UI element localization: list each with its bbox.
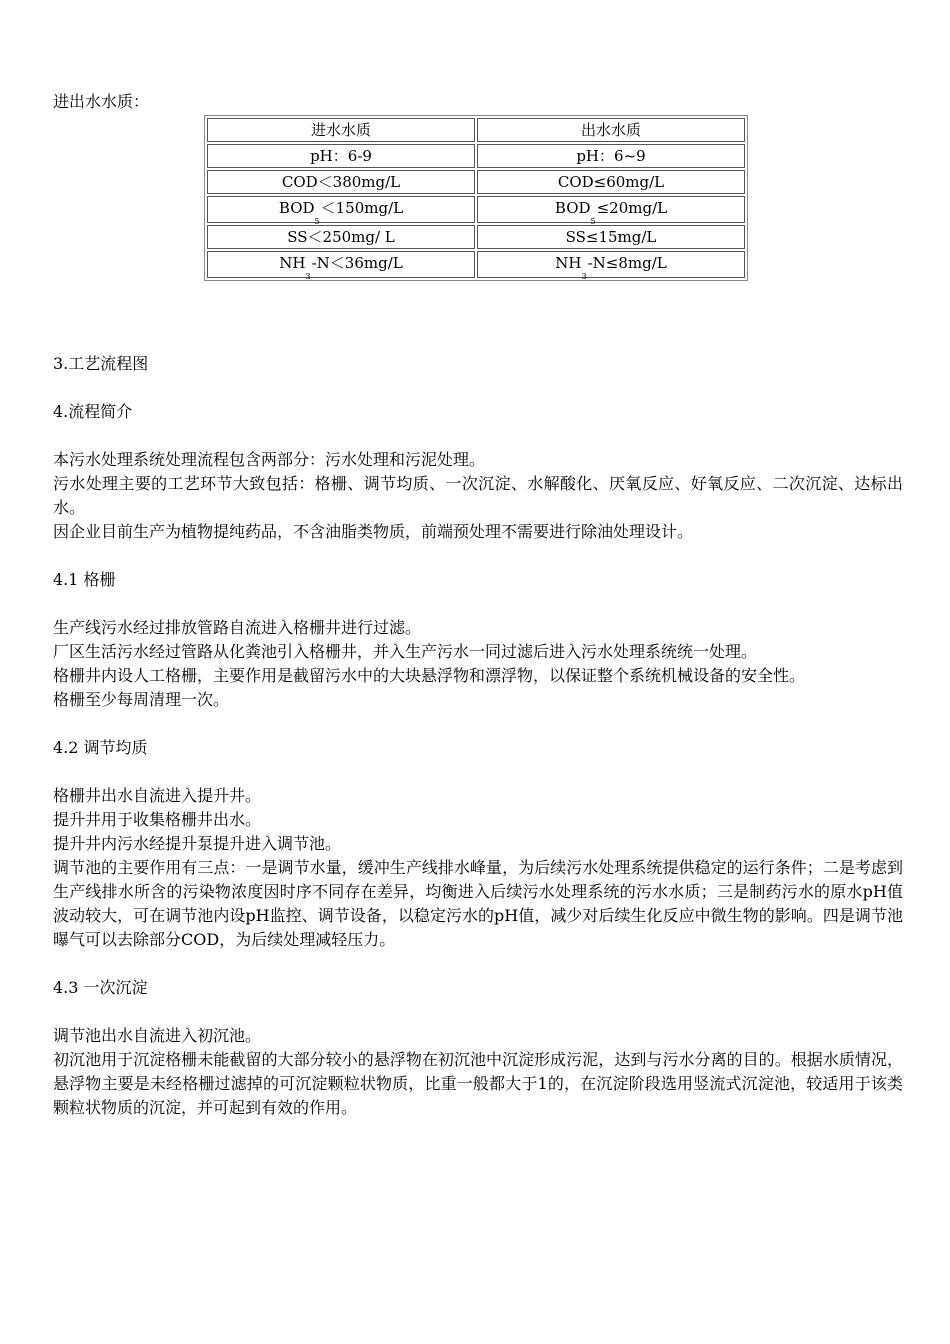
cell-influent-ph: pH：6-9 — [207, 144, 475, 168]
table-row — [207, 196, 745, 223]
table-row — [207, 170, 745, 194]
paragraph: 调节池出水自流进入初沉池。 — [53, 1026, 262, 1045]
section-heading-3: 3.工艺流程图 — [53, 354, 149, 373]
cell-influent-cod: COD＜380mg/L — [207, 170, 475, 194]
paragraph: 格栅井内设人工格栅，主要作用是截留污水中的大块悬浮物和漂浮物，以保证整个系统机械设备的安全性。 — [53, 666, 806, 685]
paragraph: 初沉池用于沉淀格栅未能截留的大部分较小的悬浮物在初沉池中沉淀形成污泥，达到与污水分离的目的。根据水质情况，悬浮物主要是未经格栅过滤掉的可沉淀颗粒状物质，比重一般都大于1的，在沉淀阶段选用竖流式沉淀池，较适用于该类颗粒状物质的沉淀，并可起到有效的作用。 — [53, 1050, 903, 1117]
document-body — [53, 90, 903, 114]
process-section — [53, 352, 903, 1120]
paragraph: 格栅至少每周清理一次。 — [53, 690, 230, 709]
intro-label: 进出水水质： — [53, 92, 150, 111]
paragraph: 本污水处理系统处理流程包含两部分：污水处理和污泥处理。 — [53, 450, 486, 469]
paragraph: 因企业目前生产为植物提纯药品，不含油脂类物质，前端预处理不需要进行除油处理设计。 — [53, 522, 694, 541]
section-heading-4-1: 4.1 格栅 — [53, 570, 116, 589]
cell-effluent-nh3n: $NH_3-N\le 8mg/L$ — [477, 251, 745, 278]
table-row — [207, 225, 745, 249]
table-row — [207, 251, 745, 278]
section-heading-4: 4.流程简介 — [53, 402, 133, 421]
cell-influent-nh3n: $NH_3-N<36mg/L$ — [207, 251, 475, 278]
section-heading-4-2: 4.2 调节均质 — [53, 738, 148, 757]
table-header-row — [207, 118, 745, 142]
paragraph: 提升井内污水经提升泵提升进入调节池。 — [53, 834, 342, 853]
header-effluent: 出水水质 — [477, 118, 745, 142]
paragraph: 污水处理主要的工艺环节大致包括：格栅、调节均质、一次沉淀、水解酸化、厌氧反应、好氧反应、二次沉淀、达标出水。 — [53, 474, 903, 517]
cell-effluent-ph: pH：6~9 — [477, 144, 745, 168]
table-row — [207, 144, 745, 168]
header-influent: 进水水质 — [207, 118, 475, 142]
cell-influent-bod: $BOD_5<150mg/L$ — [207, 196, 475, 223]
cell-influent-ss: SS＜250mg/ L — [207, 225, 475, 249]
cell-effluent-ss: SS≤15mg/L — [477, 225, 745, 249]
paragraph: 调节池的主要作用有三点：一是调节水量，缓冲生产线排水峰量，为后续污水处理系统提供稳定的运行条件；二是考虑到生产线排水所含的污染物浓度因时序不同存在差异，均衡进入后续污水处理系统的污水水质；三是制药污水的原水pH值波动较大，可在调节池内设pH监控、调节设备，以稳定污水的pH值，减少对后续生化反应中微生物的影响。四是调节池曝气可以去除部分COD，为后续处理减轻压力。 — [53, 858, 903, 949]
cell-effluent-cod: COD≤60mg/L — [477, 170, 745, 194]
paragraph: 生产线污水经过排放管路自流进入格栅井进行过滤。 — [53, 618, 422, 637]
paragraph: 厂区生活污水经过管路从化粪池引入格栅井，并入生产污水一同过滤后进入污水处理系统统一处理。 — [53, 642, 758, 661]
paragraph: 格栅井出水自流进入提升井。 — [53, 786, 262, 805]
cell-effluent-bod: $BOD_5\le 20mg/L$ — [477, 196, 745, 223]
paragraph: 提升井用于收集格栅井出水。 — [53, 810, 262, 829]
section-heading-4-3: 4.3 一次沉淀 — [53, 978, 148, 997]
water-quality-table — [204, 115, 748, 281]
